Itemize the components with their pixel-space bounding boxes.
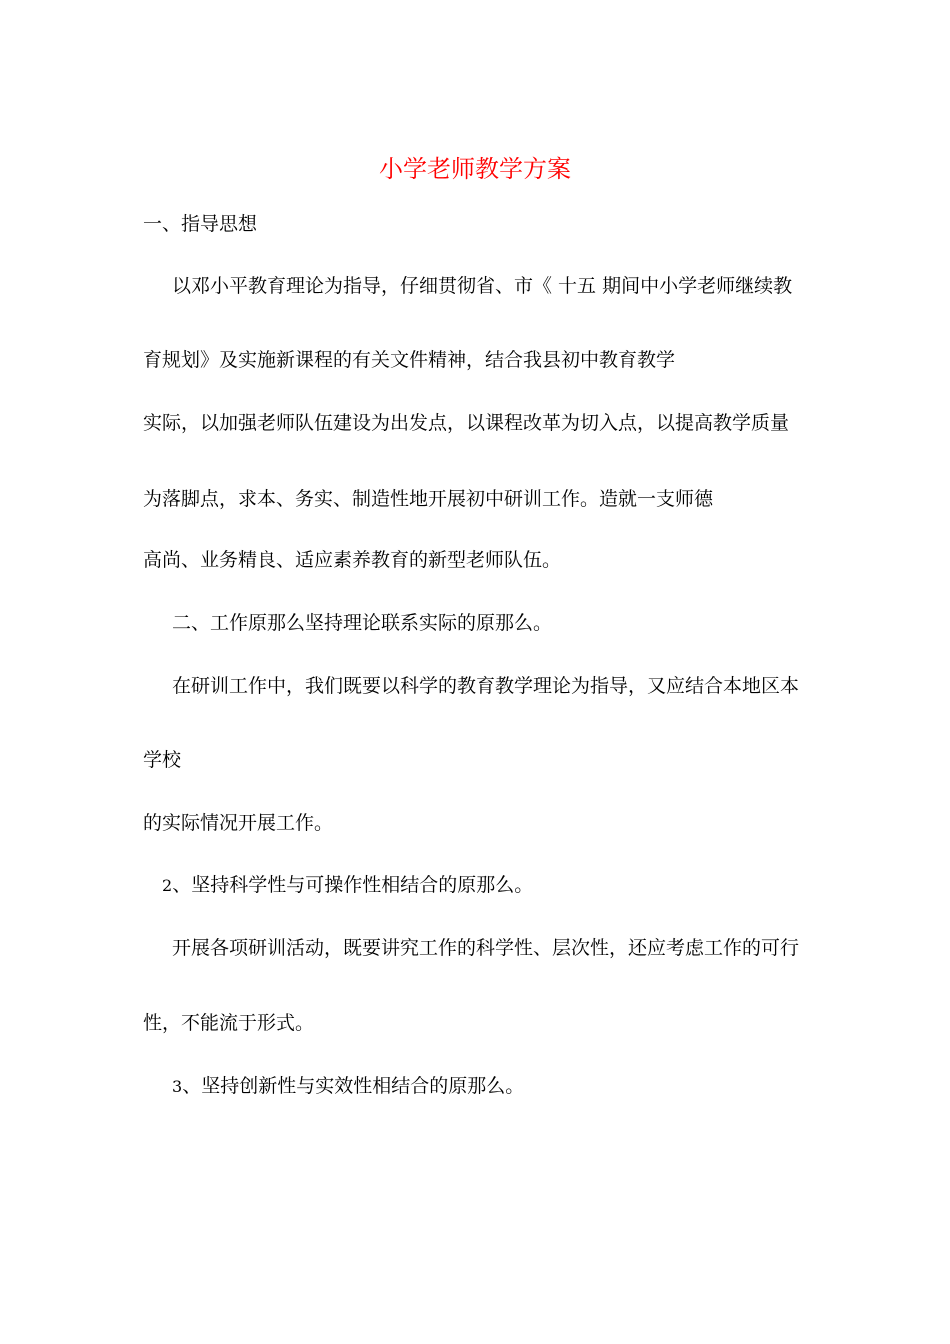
paragraph-line: 开展各项研训活动，既要讲究工作的科学性、层次性，还应考虑工作的可行 (172, 937, 800, 959)
paragraph-line: 的实际情况开展工作。 (143, 812, 334, 834)
paragraph-line: 以邓小平教育理论为指导，仔细贯彻省、市《 十五 期间中小学老师继续教 (172, 275, 793, 297)
paragraph-line: 性，不能流于形式。 (143, 1012, 315, 1034)
paragraph-line: 高尚、业务精良、适应素养教育的新型老师队伍。 (143, 549, 562, 571)
paragraph-line: 实际，以加强老师队伍建设为出发点，以课程改革为切入点，以提高教学质量 (143, 412, 790, 434)
paragraph-line: 在研训工作中，我们既要以科学的教育教学理论为指导，又应结合本地区本 (172, 675, 800, 697)
principle-item-2 (162, 872, 533, 899)
item-number: 3 (172, 1077, 183, 1096)
paragraph-line: 学校 (143, 749, 182, 771)
section-heading-guiding-ideology: 一、指导思想 (143, 213, 258, 235)
principle-item-3 (172, 1073, 524, 1100)
item-text: 、坚持科学性与可操作性相结合的原那么。 (172, 874, 534, 896)
item-text: 、坚持创新性与实效性相结合的原那么。 (182, 1075, 525, 1097)
document-title: 小学老师教学方案 (379, 155, 571, 183)
item-number: 2 (162, 876, 173, 895)
paragraph-line: 为落脚点，求本、务实、制造性地开展初中研训工作。造就一支师德 (143, 488, 714, 510)
paragraph-line: 育规划》及实施新课程的有关文件精神，结合我县初中教育教学 (143, 349, 676, 371)
section-heading-work-principles: 二、工作原那么坚持理论联系实际的原那么。 (172, 612, 553, 634)
